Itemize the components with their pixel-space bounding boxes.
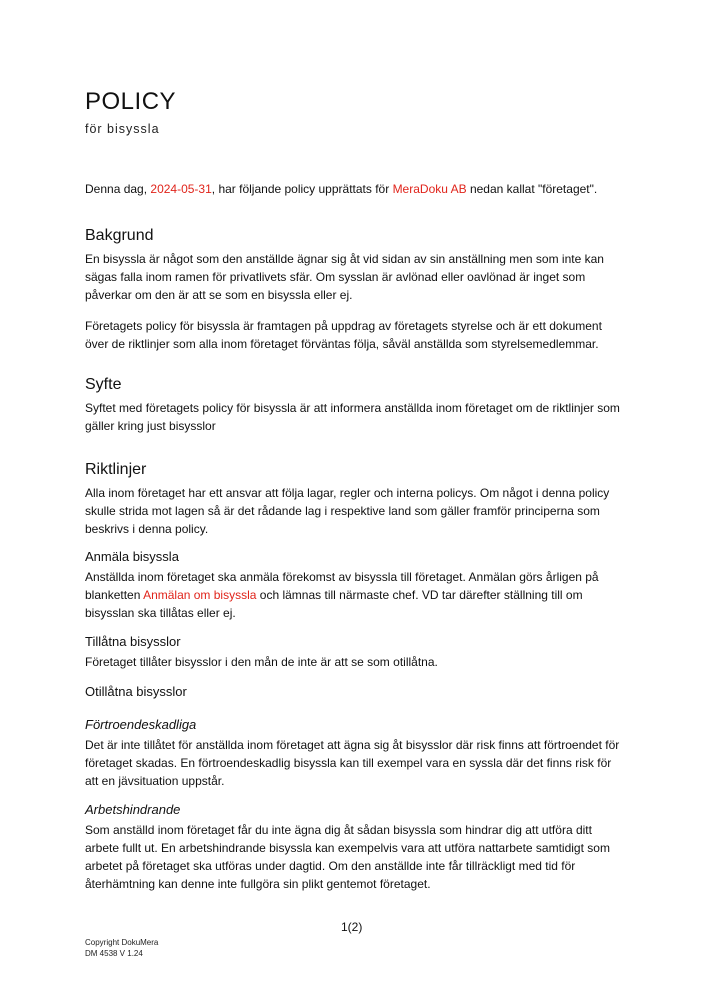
section-fortroendeskadliga	[85, 717, 625, 790]
anmala-paragraph	[85, 568, 625, 622]
heading-fortroendeskadliga: Förtroendeskadliga	[85, 717, 197, 732]
heading-tillatna: Tillåtna bisysslor	[85, 634, 181, 649]
syfte-paragraph: Syftet med företagets policy för bisyssla är att informera anställda inom företaget om de riktlinjer som gäller kring just bisysslor	[85, 401, 620, 433]
section-anmala	[85, 549, 625, 622]
footer	[85, 937, 158, 959]
heading-otillatna: Otillåtna bisysslor	[85, 684, 187, 699]
page-number: 1(2)	[341, 920, 363, 934]
riktlinjer-paragraph: Alla inom företaget har ett ansvar att följa lagar, regler och interna policys. Om något i denna policy skulle strida mot lagen så är det rådande lag i respektive land som gäller framför principerna som beskrivs i denna policy.	[85, 486, 610, 536]
tillatna-paragraph: Företaget tillåter bisysslor i den mån de inte är att se som otillåtna.	[85, 655, 438, 669]
heading-arbetshindrande: Arbetshindrande	[85, 802, 181, 817]
section-arbetshindrande	[85, 802, 625, 893]
section-riktlinjer	[85, 461, 625, 538]
anmala-text-start: Anställda inom företaget ska anmäla förekomst av bisyssla till företaget. Anmälan görs årligen på blanketten	[85, 570, 599, 602]
section-syfte	[85, 376, 625, 435]
section-bakgrund	[85, 227, 625, 353]
arbetshindrande-paragraph: Som anställd inom företaget får du inte ägna dig åt sådan bisyssla som hindrar dig att utföra ditt arbete fullt ut. En arbetshindrande bisyssla kan exempelvis vara att utföra nattarbete samtidigt som arbetet på företaget ska utföras under dagtid. Om den anställde inte får tillräckligt med tid för återhämtning kan denne inte fullgöra sin plikt gentemot företaget.	[85, 823, 610, 891]
anmalan-form-link[interactable]: Anmälan om bisyssla	[143, 588, 257, 602]
company-name: MeraDoku AB	[392, 182, 467, 196]
footer-doc-id: DM 4538 V 1.24	[85, 949, 143, 958]
bakgrund-paragraph-1: En bisyssla är något som den anställde ägnar sig åt vid sidan av sin anställning men som inte kan sägas falla inom ramen för privatlivets sfär. Om sysslan är avlönad eller oavlönad är inget som påverkar om den är att se som en bisyssla eller ej.	[85, 252, 604, 302]
heading-riktlinjer: Riktlinjer	[85, 461, 147, 478]
section-otillatna	[85, 684, 625, 699]
document-subtitle: för bisyssla	[85, 122, 160, 136]
footer-copyright: Copyright DokuMera	[85, 938, 159, 947]
fortroendeskadliga-paragraph: Det är inte tillåtet för anställda inom företaget att ägna sig åt bisysslor där risk finns att förtroendet för företaget skadas. En förtroendeskadlig bisyssla kan till exempel vara en syssla där det finns risk för att en jävsituation uppstår.	[85, 738, 620, 788]
section-tillatna	[85, 634, 625, 671]
intro-paragraph	[85, 182, 630, 196]
intro-middle: , har följande policy upprättats för	[211, 182, 393, 196]
bakgrund-paragraph-2: Företagets policy för bisyssla är framtagen på uppdrag av företagets styrelse och är ett dokument över de riktlinjer som alla inom företaget förväntas följa, såväl anställda som styrelsemedlemmar.	[85, 319, 602, 351]
policy-date: 2024-05-31	[150, 182, 212, 196]
heading-anmala: Anmäla bisyssla	[85, 549, 179, 564]
document-title: POLICY	[85, 88, 177, 115]
heading-syfte: Syfte	[85, 376, 122, 393]
heading-bakgrund: Bakgrund	[85, 227, 154, 244]
anmala-text-end: och lämnas till närmaste chef. VD tar därefter ställning till om bisysslan ska tillåtas eller ej.	[85, 588, 583, 620]
intro-suffix: nedan kallat "företaget".	[466, 182, 598, 196]
intro-prefix: Denna dag,	[85, 182, 151, 196]
